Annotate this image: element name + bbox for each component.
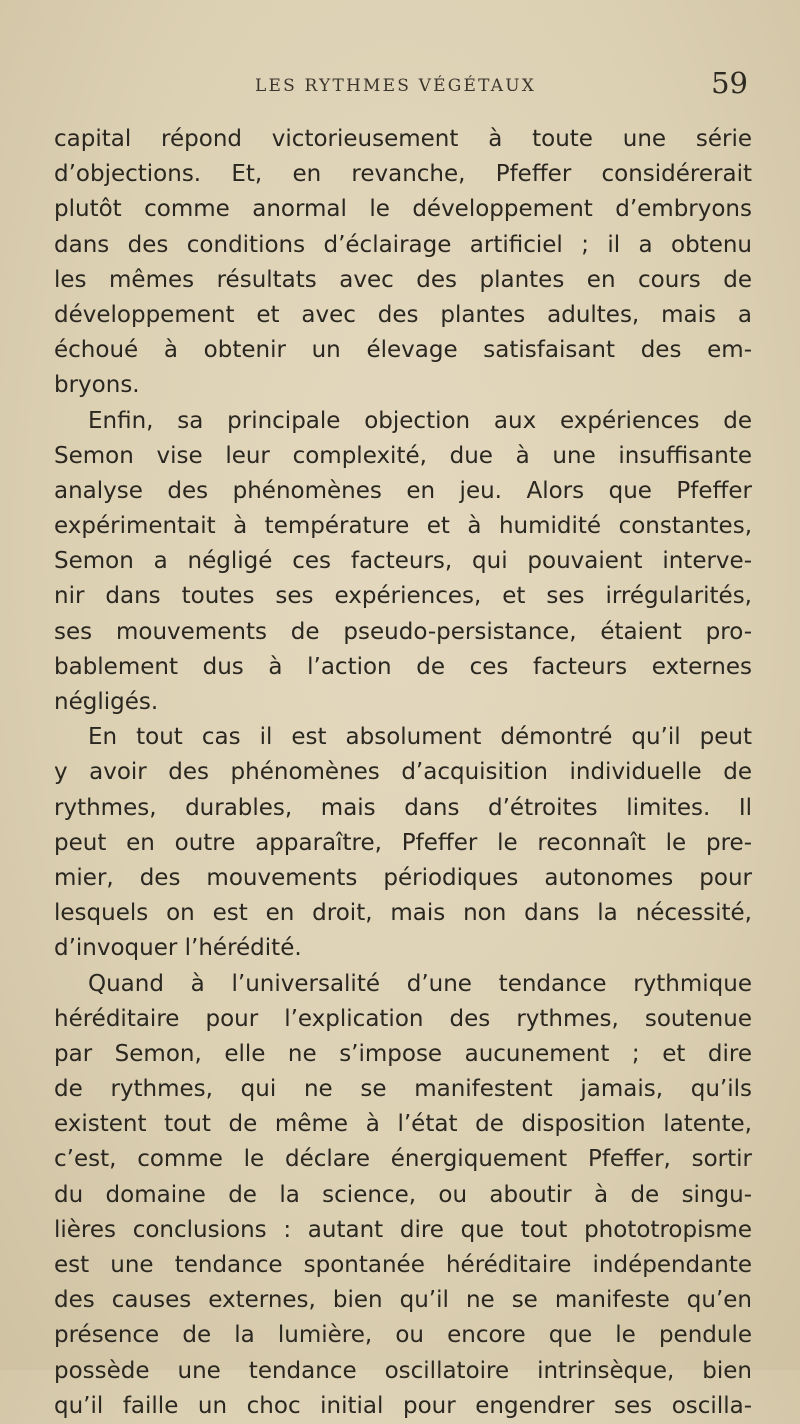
text-line: dans des conditions d’éclairage artificiel ; il a obtenu	[54, 231, 752, 258]
text-line: échoué à obtenir un élevage satisfaisant des em-	[54, 337, 752, 364]
text-line: Quand à l’universalité d’une tendance rythmique	[88, 970, 752, 997]
text-line: possède une tendance oscillatoire intrinsèque, bien	[54, 1357, 752, 1384]
text-line: mier, des mouvements périodiques autonomes pour	[54, 864, 752, 891]
text-line: peut en outre apparaître, Pfeffer le reconnaît le pre-	[54, 829, 752, 856]
text-line: Semon vise leur complexité, due à une insuffisante	[54, 442, 752, 469]
body-text	[54, 122, 752, 1424]
text-line: des causes externes, bien qu’il ne se manifeste qu’en	[54, 1287, 752, 1314]
text-line: plutôt comme anormal le développement d’embryons	[54, 196, 752, 223]
text-line: lesquels on est en droit, mais non dans la nécessité,	[54, 900, 752, 927]
text-line: du domaine de la science, ou aboutir à de singu-	[54, 1181, 752, 1208]
text-line: bablement dus à l’action de ces facteurs externes	[54, 653, 752, 680]
running-title: LES RYTHMES VÉGÉTAUX	[255, 76, 537, 96]
text-line: présence de la lumière, ou encore que le pendule	[54, 1322, 752, 1349]
page-number: 59	[711, 66, 748, 100]
text-line: analyse des phénomènes en jeu. Alors que Pfeffer	[54, 477, 752, 504]
text-line: d’invoquer l’hérédité.	[54, 935, 302, 962]
text-line: nir dans toutes ses expériences, et ses irrégularités,	[54, 583, 752, 610]
text-line: y avoir des phénomènes d’acquisition individuelle de	[54, 759, 752, 786]
text-line: lières conclusions : autant dire que tout phototropisme	[54, 1216, 752, 1243]
text-line: héréditaire pour l’explication des rythmes, soutenue	[54, 1005, 752, 1032]
text-line: Semon a négligé ces facteurs, qui pouvaient interve-	[54, 548, 752, 575]
text-line: par Semon, elle ne s’impose aucunement ; et dire	[54, 1040, 752, 1067]
text-line: qu’il faille un choc initial pour engendrer ses oscilla-	[54, 1392, 752, 1419]
text-line: En tout cas il est absolument démontré qu’il peut	[88, 724, 752, 751]
text-line: les mêmes résultats avec des plantes en cours de	[54, 266, 752, 293]
text-line: d’objections. Et, en revanche, Pfeffer considérerait	[54, 161, 752, 188]
text-line: de rythmes, qui ne se manifestent jamais, qu’ils	[54, 1076, 752, 1103]
text-line: est une tendance spontanée héréditaire indépendante	[54, 1252, 752, 1278]
page-header	[0, 66, 800, 112]
text-line: développement et avec des plantes adultes, mais a	[54, 301, 752, 328]
text-line: expérimentait à température et à humidité constantes,	[54, 513, 752, 540]
text-line: rythmes, durables, mais dans d’étroites limites. Il	[54, 794, 752, 821]
text-line: existent tout de même à l’état de disposition latente,	[54, 1111, 752, 1138]
text-line: ses mouvements de pseudo-persistance, étaient pro-	[54, 618, 752, 645]
text-line: Enfin, sa principale objection aux expériences de	[88, 407, 752, 434]
text-line: bryons.	[54, 372, 140, 399]
text-line: capital répond victorieusement à toute une série	[54, 126, 752, 152]
text-line: c’est, comme le déclare énergiquement Pfeffer, sortir	[54, 1146, 752, 1173]
text-line: négligés.	[54, 689, 159, 715]
